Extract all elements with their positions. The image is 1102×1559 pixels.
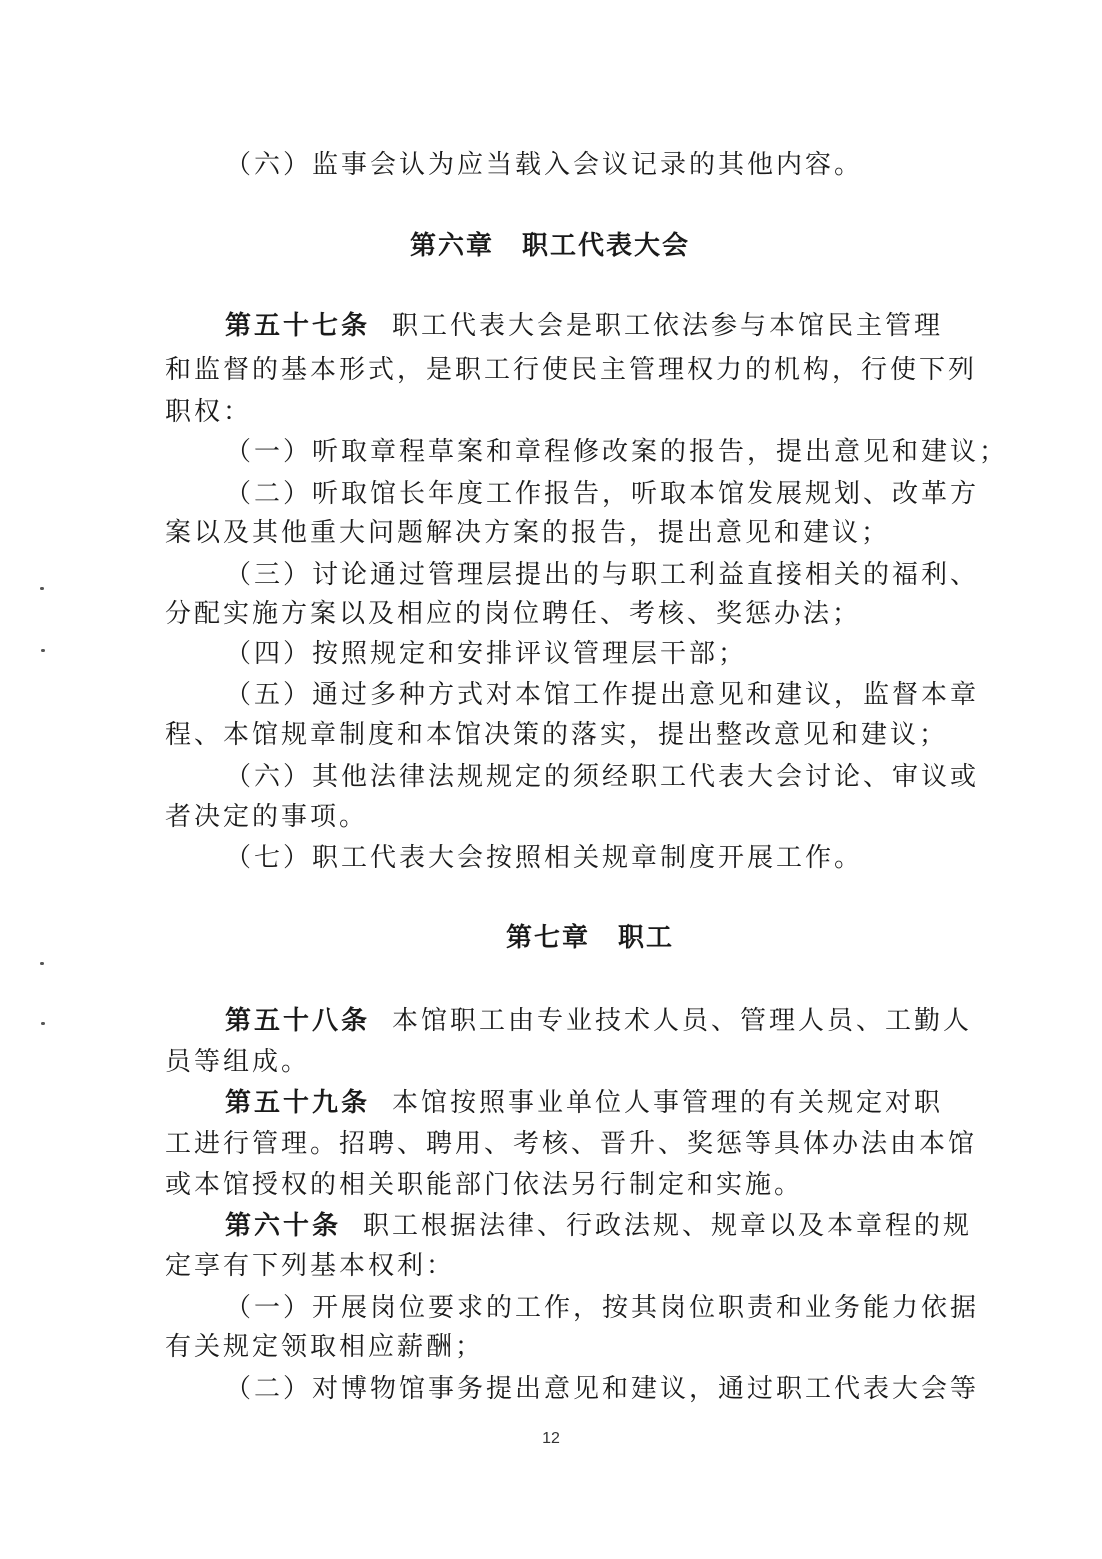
- scan-speck: [41, 1022, 45, 1025]
- text-span: 职工根据法律、行政法规、规章以及本章程的规: [363, 1211, 973, 1241]
- text-line: 有关规定领取相应薪酬；: [165, 1332, 485, 1362]
- text-line: （二）对博物馆事务提出意见和建议，通过职工代表大会等: [225, 1374, 980, 1404]
- article-title: 第五十七条: [225, 311, 371, 341]
- scan-speck: [40, 962, 44, 965]
- scan-speck: [41, 649, 45, 652]
- chapter-heading-6: 第六章 职工代表大会: [409, 231, 690, 261]
- text-line: 定享有下列基本权利：: [165, 1251, 456, 1281]
- article-title: 第六十条: [225, 1211, 342, 1241]
- text-line: （三）讨论通过管理层提出的与职工利益直接相关的福利、: [225, 560, 980, 590]
- text-line: （一）开展岗位要求的工作，按其岗位职责和业务能力依据: [225, 1293, 980, 1323]
- text-line: 者决定的事项。: [165, 802, 369, 832]
- page-number: 12: [542, 1430, 560, 1447]
- article-58-line-1: [225, 1001, 972, 1041]
- text-line: 员等组成。: [165, 1047, 311, 1077]
- text-line: 程、本馆规章制度和本馆决策的落实，提出整改意见和建议；: [165, 720, 949, 750]
- text-line: （二）听取馆长年度工作报告，听取本馆发展规划、改革方: [225, 479, 980, 509]
- article-59-line-1: [225, 1083, 943, 1123]
- text-line: （一）听取章程草案和章程修改案的报告，提出意见和建议；: [225, 437, 1009, 467]
- text-line: 或本馆授权的相关职能部门依法另行制定和实施。: [165, 1170, 804, 1200]
- text-line: （七）职工代表大会按照相关规章制度开展工作。: [225, 843, 864, 873]
- article-60-line-1: [225, 1206, 972, 1246]
- article-57-line-1: [225, 306, 943, 346]
- scan-speck: [40, 587, 44, 590]
- text-line: 工进行管理。招聘、聘用、考核、晋升、奖惩等具体办法由本馆: [165, 1129, 978, 1159]
- text-line: （四）按照规定和安排评议管理层干部；: [225, 639, 748, 669]
- text-line: （六）监事会认为应当载入会议记录的其他内容。: [225, 150, 864, 180]
- text-line: 案以及其他重大问题解决方案的报告，提出意见和建议；: [165, 518, 891, 548]
- text-span: 本馆按照事业单位人事管理的有关规定对职: [392, 1088, 944, 1118]
- article-title: 第五十九条: [225, 1088, 371, 1118]
- article-title: 第五十八条: [225, 1006, 371, 1036]
- text-line: （五）通过多种方式对本馆工作提出意见和建议，监督本章: [225, 680, 980, 710]
- text-line: 职权：: [165, 397, 253, 427]
- text-span: 本馆职工由专业技术人员、管理人员、工勤人: [392, 1006, 973, 1036]
- text-line: 分配实施方案以及相应的岗位聘任、考核、奖惩办法；: [165, 599, 862, 629]
- text-span: 职工代表大会是职工依法参与本馆民主管理: [392, 311, 944, 341]
- text-line: 和监督的基本形式，是职工行使民主管理权力的机构，行使下列: [165, 355, 978, 385]
- chapter-heading-7: 第七章 职工: [505, 923, 674, 953]
- text-line: （六）其他法律法规规定的须经职工代表大会讨论、审议或: [225, 762, 980, 792]
